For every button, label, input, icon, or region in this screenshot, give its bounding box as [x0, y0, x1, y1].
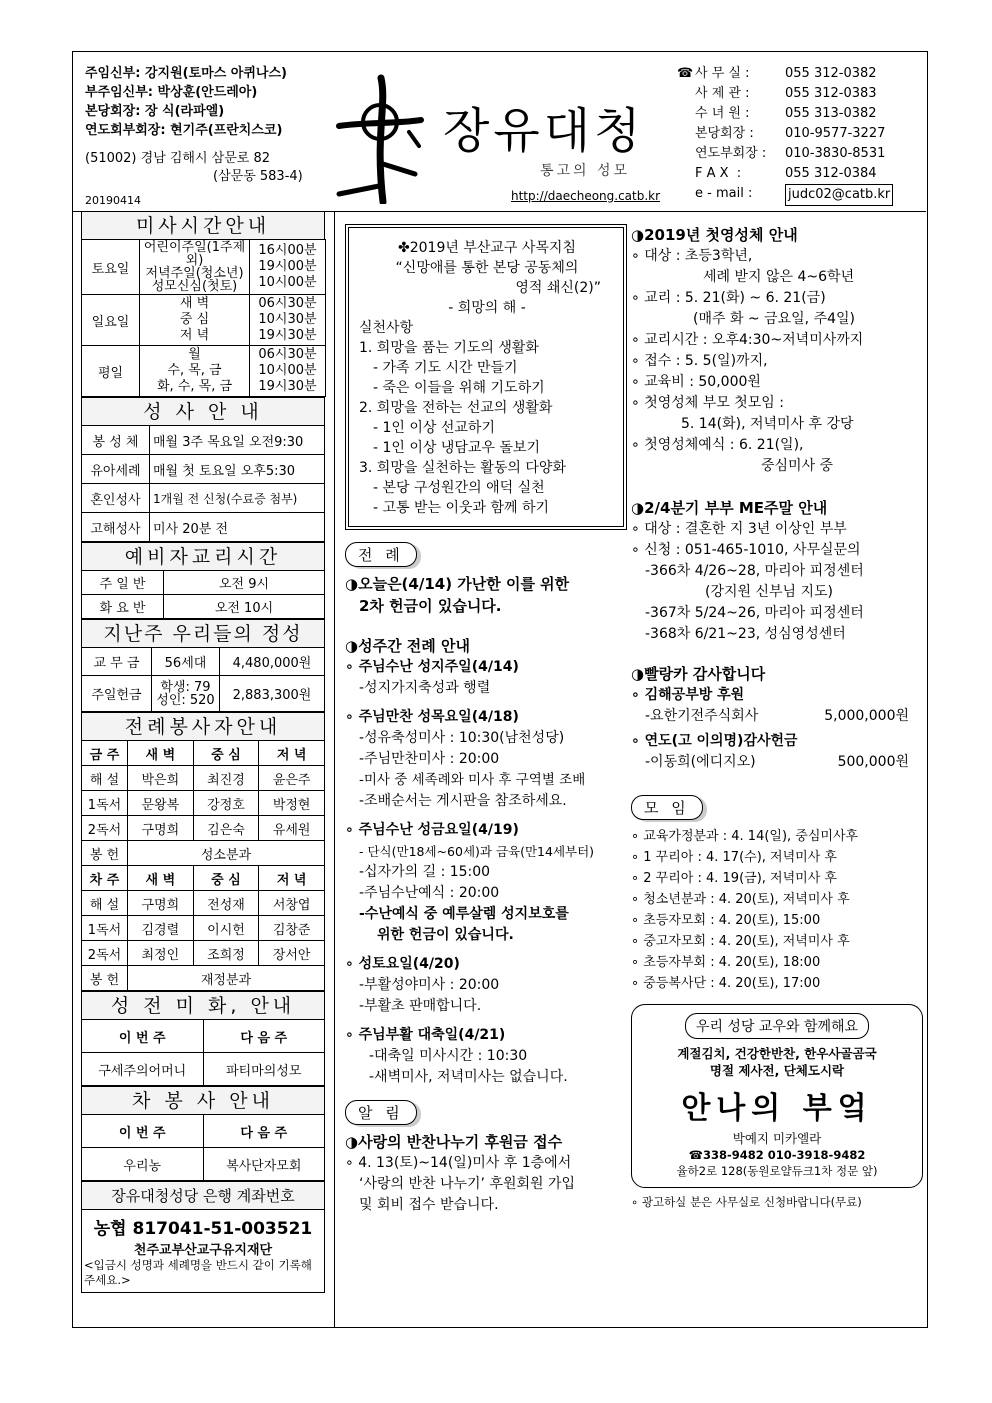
ad-footer: ∘ 광고하실 분은 사무실로 신청바랍니다(무료): [631, 1195, 862, 1209]
bulletin-title: 장유대청: [443, 103, 645, 159]
mass-name: 중 심: [179, 312, 210, 327]
offertory-group: 재정분과: [128, 966, 325, 991]
server-name: 김은숙: [193, 816, 259, 841]
role: 2독서: [82, 816, 128, 841]
bank-account: 농협 817041-51-003521: [93, 1219, 313, 1239]
communion-line: ∘ 대상 : 초등3학년,: [631, 248, 753, 264]
advertisement-box: [631, 1004, 923, 1188]
thanks-item: ∘ 김해공부방 후원: [631, 687, 745, 703]
me-weekend-heading: ◑2/4분기 부부 ME주말 안내: [631, 499, 828, 517]
mass-time: 10시30분: [258, 312, 317, 327]
action-item: - 본당 구성원간의 애덕 실천: [373, 480, 545, 496]
liturgy-day: ∘ 주님수난 성금요일(4/19): [345, 822, 519, 838]
contact-label: 사 무 실 :: [695, 66, 750, 81]
me-line: (강지원 신부님 지도): [705, 584, 834, 600]
action-item: - 고통 받는 이웃과 함께 하기: [373, 500, 550, 516]
ad-subtitle-1: 계절김치, 건강한반찬, 한우사골곰국: [677, 1046, 877, 1061]
contact-row: [677, 104, 893, 124]
account-holder: 천주교부산교구유지재단: [133, 1243, 273, 1258]
contact-value: 010-9577-3227: [785, 126, 886, 141]
mass-times: [250, 346, 326, 397]
server-name: 강정호: [193, 791, 259, 816]
ad-subtitle-2: 명절 제사전, 단체도시락: [709, 1063, 845, 1078]
contact-value: 055 312-0383: [785, 86, 877, 101]
offering-count: [152, 676, 220, 712]
offering-amount: 2,883,300원: [220, 676, 325, 712]
action-heading: 실천사항: [359, 320, 414, 336]
contact-label: 연도부회장 :: [695, 146, 767, 161]
server-name: 김창준: [259, 916, 325, 941]
action-item: - 1인 이상 선교하기: [373, 420, 495, 436]
spacer: [631, 477, 923, 497]
role: 봉 헌: [82, 841, 128, 866]
meeting-line: ∘ 2 꾸리아 : 4. 19(금), 저녁미사 후: [631, 871, 837, 886]
first-communion-heading: ◑2019년 첫영성체 안내: [631, 226, 798, 244]
contact-list: [677, 64, 893, 206]
spacer: [345, 617, 627, 635]
second-collection-notice: ◑오늘은(4/14) 가난한 이를 위한: [345, 575, 570, 593]
communion-line: ∘ 첫영성체예식 : 6. 21(일),: [631, 437, 804, 453]
mass-name: 저 녁: [179, 328, 210, 343]
liturgy-day: ∘ 성토요일(4/20): [345, 956, 460, 972]
flowers-table: [81, 1019, 325, 1086]
contact-label: 본당회장 :: [695, 126, 754, 141]
contact-label: 수 녀 원 :: [695, 106, 750, 121]
liturgy-detail: 위한 헌금이 있습니다.: [377, 927, 514, 943]
sacrament-label: 고해성사: [82, 513, 150, 542]
mass-day: 평일: [82, 346, 140, 397]
mass-time: 06시30분: [258, 347, 317, 362]
communion-line: ∘ 첫영성체 부모 첫모임 :: [631, 395, 784, 411]
offering-amount: 4,480,000원: [220, 648, 325, 676]
liturgy-detail: -부활초 판매합니다.: [359, 998, 482, 1014]
offertory-group: 성소분과: [128, 841, 325, 866]
flower-group: 구세주의어머니: [82, 1053, 204, 1086]
contact-row: [677, 64, 893, 84]
week-head: 이 번 주: [82, 1115, 204, 1148]
action-item: - 1인 이상 냉담교우 돌보기: [373, 440, 540, 456]
sacrament-label: 혼인성사: [82, 484, 150, 513]
meeting-line: ∘ 초등자모회 : 4. 20(토), 15:00: [631, 913, 821, 928]
mass-name: 어린이주일(1주제외): [143, 240, 246, 268]
ad-phone: ☎338-9482 010-3918-9482: [688, 1148, 866, 1162]
liturgy-detail: - 단식(만18세~60세)과 금육(만14세부터): [359, 844, 595, 859]
communion-line: ∘ 교리시간 : 오후4:30~저녁미사까지: [631, 332, 864, 348]
offering-label: 주일헌금: [82, 676, 152, 712]
ad-title: 우리 성당 교우와 함께해요: [685, 1013, 869, 1039]
servers-table: [81, 740, 325, 991]
address-line-1: (51002) 경남 김해시 삼문로 82: [85, 151, 271, 166]
offering-table: [81, 647, 325, 712]
bulletin-subtitle: 통고의 성모: [540, 163, 631, 179]
mass-name: 수, 목, 금: [167, 363, 222, 378]
server-name: 문왕복: [128, 791, 194, 816]
address-line-2: (삼문동 583-4): [213, 169, 303, 184]
action-item: 3. 희망을 실천하는 활동의 다양화: [359, 460, 566, 476]
contact-row: [677, 124, 893, 144]
servers-head: 중 심: [193, 741, 259, 766]
mass-times: [250, 240, 326, 295]
mass-times: [250, 295, 326, 346]
server-name: 전성재: [193, 891, 259, 916]
server-name: 조희정: [193, 941, 259, 966]
middle-column: [345, 224, 627, 1216]
email-label: e - mail :: [695, 186, 753, 201]
thanks-detail: [631, 752, 923, 773]
mass-name: 저녁주일(청소년): [145, 266, 244, 281]
class-time: 오전 9시: [164, 571, 325, 595]
official-2: 부주임신부: 박상훈(안드레아): [85, 85, 258, 100]
official-4: 연도회부회장: 현기주(프란치스코): [85, 123, 283, 138]
spacer: [345, 699, 627, 707]
me-line: ∘ 신청 : 051-465-1010, 사무실문의: [631, 542, 861, 558]
week-head: 다 음 주: [203, 1115, 325, 1148]
me-line: -367차 5/24~26, 마리아 피정센터: [645, 605, 864, 621]
server-name: 박정현: [259, 791, 325, 816]
contact-row: [677, 184, 893, 206]
servers-head: 차 주: [82, 866, 128, 891]
mass-day: 일요일: [82, 295, 140, 346]
mass-names: [140, 240, 250, 295]
liturgy-detail: -새벽미사, 저녁미사는 없습니다.: [369, 1069, 568, 1085]
offering-label: 교 무 금: [82, 648, 152, 676]
student-count: 학생: 79: [160, 679, 211, 695]
me-line: -366차 4/26~28, 마리아 피정센터: [645, 563, 864, 579]
contact-value: 055 312-0382: [785, 66, 877, 81]
bank-info: [81, 1209, 325, 1293]
role: 해 설: [82, 766, 128, 791]
mass-time: 19시30분: [258, 328, 317, 343]
liturgy-detail: -주님만찬미사 : 20:00: [359, 751, 500, 767]
communion-line: (매주 화 ~ 금요일, 주4일): [693, 311, 856, 327]
server-name: 구명희: [128, 816, 194, 841]
adult-count: 성인: 520: [156, 692, 215, 708]
liturgy-detail: -주님수난예식 : 20:00: [359, 885, 500, 901]
website-link[interactable]: http://daecheong.catb.kr: [511, 189, 661, 203]
server-name: 윤은주: [259, 766, 325, 791]
meeting-line: ∘ 교육가정분과 : 4. 14(일), 중심미사후: [631, 829, 859, 844]
donation-amount: 5,000,000원: [824, 708, 909, 724]
server-name: 이시헌: [193, 916, 259, 941]
contact-row: [677, 84, 893, 104]
meeting-line: ∘ 중등복사단 : 4. 20(토), 17:00: [631, 976, 821, 991]
sacrament-value: 매월 3주 목요일 오전9:30: [150, 426, 325, 455]
me-line: ∘ 대상 : 결혼한 지 3년 이상인 부부: [631, 521, 847, 537]
column-divider: [334, 211, 335, 1328]
action-item: - 죽은 이들을 위해 기도하기: [373, 380, 545, 396]
liturgy-detail: -부활성야미사 : 20:00: [359, 977, 500, 993]
pastoral-theme: - 희망의 해 -: [448, 300, 526, 316]
mass-names: [140, 346, 250, 397]
contact-label: F A X :: [695, 166, 742, 181]
side-dish-line: ∘ 4. 13(토)~14(일)미사 후 1층에서: [345, 1155, 572, 1171]
servers-head: 새 벽: [128, 741, 194, 766]
mass-day: 토요일: [82, 240, 140, 295]
diocese-emblem-icon: ✤: [398, 240, 410, 256]
mass-time: 10시00분: [258, 275, 317, 290]
liturgy-day: ∘ 주님수난 성지주일(4/14): [345, 659, 519, 675]
liturgy-detail: -조배순서는 게시판을 참조하세요.: [359, 793, 567, 809]
donation-amount: 500,000원: [837, 754, 909, 770]
bank-title: 장유대청성당 은행 계좌번호: [81, 1181, 325, 1209]
action-item: 2. 희망을 전하는 선교의 생활화: [359, 400, 553, 416]
offering-title: 지난주 우리들의 정성: [81, 619, 325, 647]
communion-line: ∘ 접수 : 5. 5(일)까지,: [631, 353, 768, 369]
server-name: 김경렬: [128, 916, 194, 941]
sacrament-value: 매월 첫 토요일 오후5:30: [150, 455, 325, 484]
mass-times-table: [81, 239, 326, 397]
pastoral-quote-2: 영적 쇄신(2)”: [515, 280, 601, 296]
contact-row: [677, 144, 893, 164]
communion-line: 세례 받지 않은 4~6학년: [703, 269, 855, 285]
communion-line: 5. 14(화), 저녁미사 후 강당: [681, 416, 854, 432]
contact-value: 010-3830-8531: [785, 146, 886, 161]
server-name: 구명희: [128, 891, 194, 916]
ad-owner: 박예지 미카엘라: [732, 1131, 822, 1146]
meeting-line: ∘ 1 꾸리아 : 4. 17(수), 저녁미사 후: [631, 850, 837, 865]
class-label: 주 일 반: [82, 571, 164, 595]
contact-label: 사 제 관 :: [695, 86, 750, 101]
server-name: 박은희: [128, 766, 194, 791]
week-head: 이 번 주: [82, 1020, 204, 1053]
cross-logo-icon: [335, 74, 425, 204]
deposit-note: <입금시 성명과 세례명을 반드시 같이 기록해 주세요.>: [84, 1258, 312, 1287]
thanks-item: ∘ 연도(고 이의명)감사헌금: [631, 733, 798, 749]
role: 1독서: [82, 916, 128, 941]
side-dish-line: ‘사랑의 반찬 나누기’ 후원회원 가입: [359, 1176, 576, 1192]
role: 해 설: [82, 891, 128, 916]
liturgy-detail: -대축일 미사시간 : 10:30: [369, 1048, 528, 1064]
meetings-tag: 모 임: [631, 795, 703, 820]
liturgy-day: ∘ 주님만찬 성목요일(4/18): [345, 709, 519, 725]
sacrament-table: [81, 425, 325, 542]
class-label: 화 요 반: [82, 595, 164, 619]
thanks-heading: ◑빨랑카 감사합니다: [631, 665, 766, 683]
mass-times-title: 미사시간안내: [81, 211, 325, 239]
pastoral-quote-1: “신망애를 통한 본당 공동체의: [395, 260, 579, 276]
mass-time: 10시00분: [258, 363, 317, 378]
mass-time: 06시30분: [258, 296, 317, 311]
communion-line: 중심미사 중: [761, 458, 834, 474]
phone-icon: ☎: [677, 66, 694, 81]
holy-week-heading: ◑성주간 전례 안내: [345, 637, 470, 655]
donor-name: -요한기전주식회사: [645, 708, 759, 724]
pastoral-title-text: 2019년 부산교구 사목지침: [409, 240, 576, 256]
donor-name: -이동희(에디지오): [645, 754, 756, 770]
catechumen-title: 예비자교리시간: [81, 542, 325, 570]
cleaning-group: 복사단자모회: [203, 1148, 325, 1181]
liturgy-detail: -수난예식 중 예루살렘 성지보호를: [359, 906, 569, 922]
class-time: 오전 10시: [164, 595, 325, 619]
mass-name: 새 벽: [179, 296, 210, 311]
ad-address: 율하2로 128(동원로얄듀크1차 정문 앞): [676, 1164, 878, 1178]
contact-value: 055 313-0382: [785, 106, 877, 121]
spacer: [631, 645, 923, 663]
servers-title: 전례봉사자안내: [81, 712, 325, 740]
mass-time: 19시00분: [258, 259, 317, 274]
official-3: 본당회장: 장 식(라파엘): [85, 104, 225, 119]
server-name: 최정인: [128, 941, 194, 966]
mass-time: 19시30분: [258, 379, 317, 394]
sacrament-value: 미사 20분 전: [150, 513, 325, 542]
right-column: [631, 224, 923, 1210]
sacrament-label: 유아세례: [82, 455, 150, 484]
role: 봉 헌: [82, 966, 128, 991]
server-name: 장서안: [259, 941, 325, 966]
spacer: [345, 946, 627, 954]
servers-head: 저 녁: [259, 866, 325, 891]
liturgy-detail: -미사 중 세족례와 미사 후 구역별 조배: [359, 772, 586, 788]
role: 2독서: [82, 941, 128, 966]
issue-date: 20190414: [85, 194, 141, 207]
side-dish-line: 및 회비 접수 받습니다.: [359, 1197, 499, 1213]
liturgy-detail: -성유축성미사 : 10:30(남천성당): [359, 730, 565, 746]
mass-name: 성모신심(첫토): [151, 279, 238, 294]
communion-line: ∘ 교리 : 5. 21(화) ~ 6. 21(금): [631, 290, 826, 306]
catechumen-table: [81, 570, 325, 619]
me-line: -368차 6/21~23, 성심영성센터: [645, 626, 846, 642]
sacrament-title: 성 사 안 내: [81, 397, 325, 425]
servers-head: 금 주: [82, 741, 128, 766]
officials: [85, 64, 303, 186]
contact-row: [677, 164, 893, 184]
server-name: 유세원: [259, 816, 325, 841]
liturgy-day: ∘ 주님부활 대축일(4/21): [345, 1027, 506, 1043]
liturgy-tag: 전 례: [345, 542, 417, 567]
week-head: 다 음 주: [203, 1020, 325, 1053]
sacrament-value: 1개월 전 신청(수료증 첨부): [150, 484, 325, 513]
spacer: [345, 812, 627, 820]
second-collection-notice-2: 2차 헌금이 있습니다.: [359, 597, 502, 615]
pastoral-guideline-box: [348, 227, 624, 527]
cleaning-group: 우리농: [82, 1148, 204, 1181]
header: [73, 52, 926, 212]
email-link[interactable]: judc02@catb.kr: [785, 184, 893, 206]
servers-head: 저 녁: [259, 741, 325, 766]
contact-value: 055 312-0384: [785, 166, 877, 181]
mass-time: 16시00분: [258, 243, 317, 258]
flower-group: 파티마의성모: [203, 1053, 325, 1086]
sacrament-label: 봉 성 체: [82, 426, 150, 455]
flowers-title: 성 전 미 화, 안내: [81, 991, 325, 1019]
communion-line: ∘ 교육비 : 50,000원: [631, 374, 761, 390]
role: 1독서: [82, 791, 128, 816]
left-column: [81, 211, 325, 1293]
notice-tag: 알 림: [345, 1100, 417, 1125]
servers-head: 새 벽: [128, 866, 194, 891]
server-name: 서창엽: [259, 891, 325, 916]
mass-name: 화, 수, 목, 금: [156, 379, 233, 394]
official-1: 주임신부: 강지원(토마스 아퀴나스): [85, 66, 287, 81]
mass-names: [140, 295, 250, 346]
side-dish-heading: ◑사랑의 반찬나누기 후원금 접수: [345, 1133, 563, 1151]
action-item: - 가족 기도 시간 만들기: [373, 360, 518, 376]
liturgy-detail: -성지가지축성과 행렬: [359, 680, 491, 696]
mass-name: 월: [188, 347, 201, 362]
spacer: [345, 1017, 627, 1025]
cleaning-title: 차 봉 사 안내: [81, 1086, 325, 1114]
meeting-line: ∘ 청소년분과 : 4. 20(토), 저녁미사 후: [631, 892, 850, 907]
server-name: 최진경: [193, 766, 259, 791]
pastoral-title: [359, 238, 615, 258]
servers-head: 중 심: [193, 866, 259, 891]
thanks-detail: [631, 706, 923, 727]
ad-shop-name: 안나의 부엌: [681, 1091, 873, 1126]
offering-households: 56세대: [152, 648, 220, 676]
meeting-line: ∘ 중고자모회 : 4. 20(토), 저녁미사 후: [631, 934, 850, 949]
cleaning-table: [81, 1114, 325, 1181]
bulletin-frame: [72, 51, 928, 1328]
liturgy-detail: -십자가의 길 : 15:00: [359, 864, 491, 880]
meeting-line: ∘ 초등자부회 : 4. 20(토), 18:00: [631, 955, 821, 970]
action-item: 1. 희망을 품는 기도의 생활화: [359, 340, 539, 356]
